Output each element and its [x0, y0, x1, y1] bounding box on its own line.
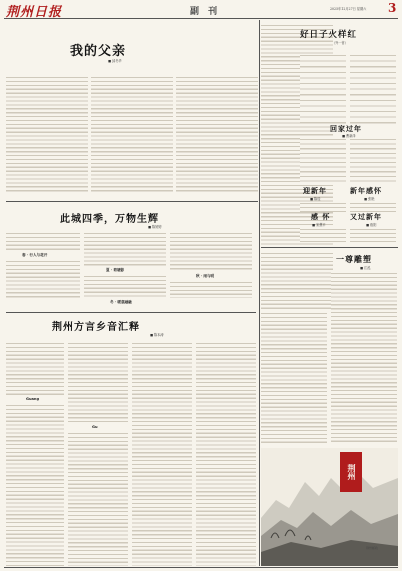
poem-title-ganhuai: 感 怀 — [311, 212, 331, 221]
poem-title-main: 好日子火样红 — [300, 30, 358, 40]
article-body-father-col2 — [91, 76, 173, 194]
red-seal: 荆州 — [340, 452, 362, 492]
article-body-dialect-col2 — [68, 342, 128, 424]
subhead-gu: Gu — [92, 425, 98, 429]
article-body-dialect-col1b — [6, 404, 64, 566]
article-body-dialect-col1 — [6, 342, 64, 396]
article-title-father: 我的父亲 — [70, 44, 127, 59]
subhead-summer: 夏 · 荷塘影 — [106, 268, 125, 272]
subhead-winter: 冬 · 暖意融融 — [110, 300, 132, 304]
poem-main-col1 — [300, 54, 346, 126]
poem-byline-youguo-xinnian: ■ 欧阳 — [366, 223, 377, 227]
article-byline-dialect: ■ 陈本涛 — [150, 333, 164, 337]
article-title-sculpture: 一尊雕塑 — [336, 254, 372, 264]
poem-byline-yingxinnian: ■ 陈桂 — [310, 197, 321, 201]
poem-byline-main: （外一首） — [332, 41, 348, 45]
article-body-seasons-col2 — [84, 232, 166, 266]
section-title: 副 刊 — [190, 7, 221, 17]
divider-poetry-bottom — [261, 247, 398, 248]
divider-bottom — [4, 567, 398, 568]
masthead-rule — [4, 18, 398, 19]
poem-huijia-col2 — [350, 138, 396, 182]
poem-yingxinnian-body — [300, 202, 346, 212]
divider-horizontal-1 — [6, 201, 258, 202]
poem-title-yingxinnian: 迎新年 — [303, 186, 327, 195]
poem-main-col2 — [350, 54, 396, 126]
article-byline-father: ■ 邱冬华 — [108, 59, 122, 63]
divider-vertical-right — [259, 20, 260, 566]
date-line: 2025年12月27日 星期六 — [330, 7, 367, 11]
article-body-father-col1 — [6, 76, 88, 194]
article-body-seasons-col4 — [261, 252, 333, 310]
paper-logo: 荆州日报 — [6, 5, 63, 20]
poem-title-xinnian-ganhuai: 新年感怀 — [350, 186, 382, 195]
subhead-autumn: 秋 · 雨与明 — [196, 274, 215, 278]
article-body-seasons-col1b — [6, 260, 80, 298]
article-byline-sculpture: ■ 江泓 — [360, 266, 371, 270]
poem-byline-huijia: ■ 曹新泽 — [342, 134, 356, 138]
poem-byline-xinnian-ganhuai: ■ 张艳 — [364, 197, 375, 201]
poem-huijia-col1 — [300, 138, 346, 182]
article-body-seasons-col3 — [170, 232, 252, 272]
seal-caption: 荆州邮政 — [366, 546, 379, 550]
article-title-seasons: 此城四季，万物生辉 — [60, 214, 159, 225]
poem-ganhuai-body — [300, 228, 346, 242]
article-body-sculpture-col2 — [331, 272, 397, 444]
article-body-dialect-col2b — [68, 432, 128, 566]
poem-youguo-xinnian-body — [350, 228, 396, 242]
article-body-sculpture-col1 — [261, 312, 327, 444]
divider-horizontal-2 — [6, 312, 256, 313]
article-body-dialect-col3 — [132, 342, 192, 566]
poem-byline-ganhuai: ■ 宋慧平 — [312, 223, 326, 227]
article-title-dialect: 荆州方言乡音汇释 — [52, 322, 140, 333]
poem-title-huijia: 回家过年 — [330, 124, 362, 133]
article-byline-seasons: ■ 陈婷婷 — [148, 225, 162, 229]
article-body-father-col3 — [176, 76, 258, 194]
page-number: 3 — [388, 1, 397, 15]
poem-title-youguo-xinnian: 又过新年 — [350, 212, 382, 221]
subhead-guang: Guang — [26, 397, 40, 401]
poem-xinnian-ganhuai-body — [350, 202, 396, 212]
article-body-dialect-col4 — [196, 342, 256, 566]
article-body-seasons-col1 — [6, 232, 80, 250]
article-body-seasons-col2b — [84, 275, 166, 298]
subhead-spring: 春 · 行人与花开 — [22, 253, 48, 257]
article-body-seasons-col3b — [170, 281, 252, 298]
